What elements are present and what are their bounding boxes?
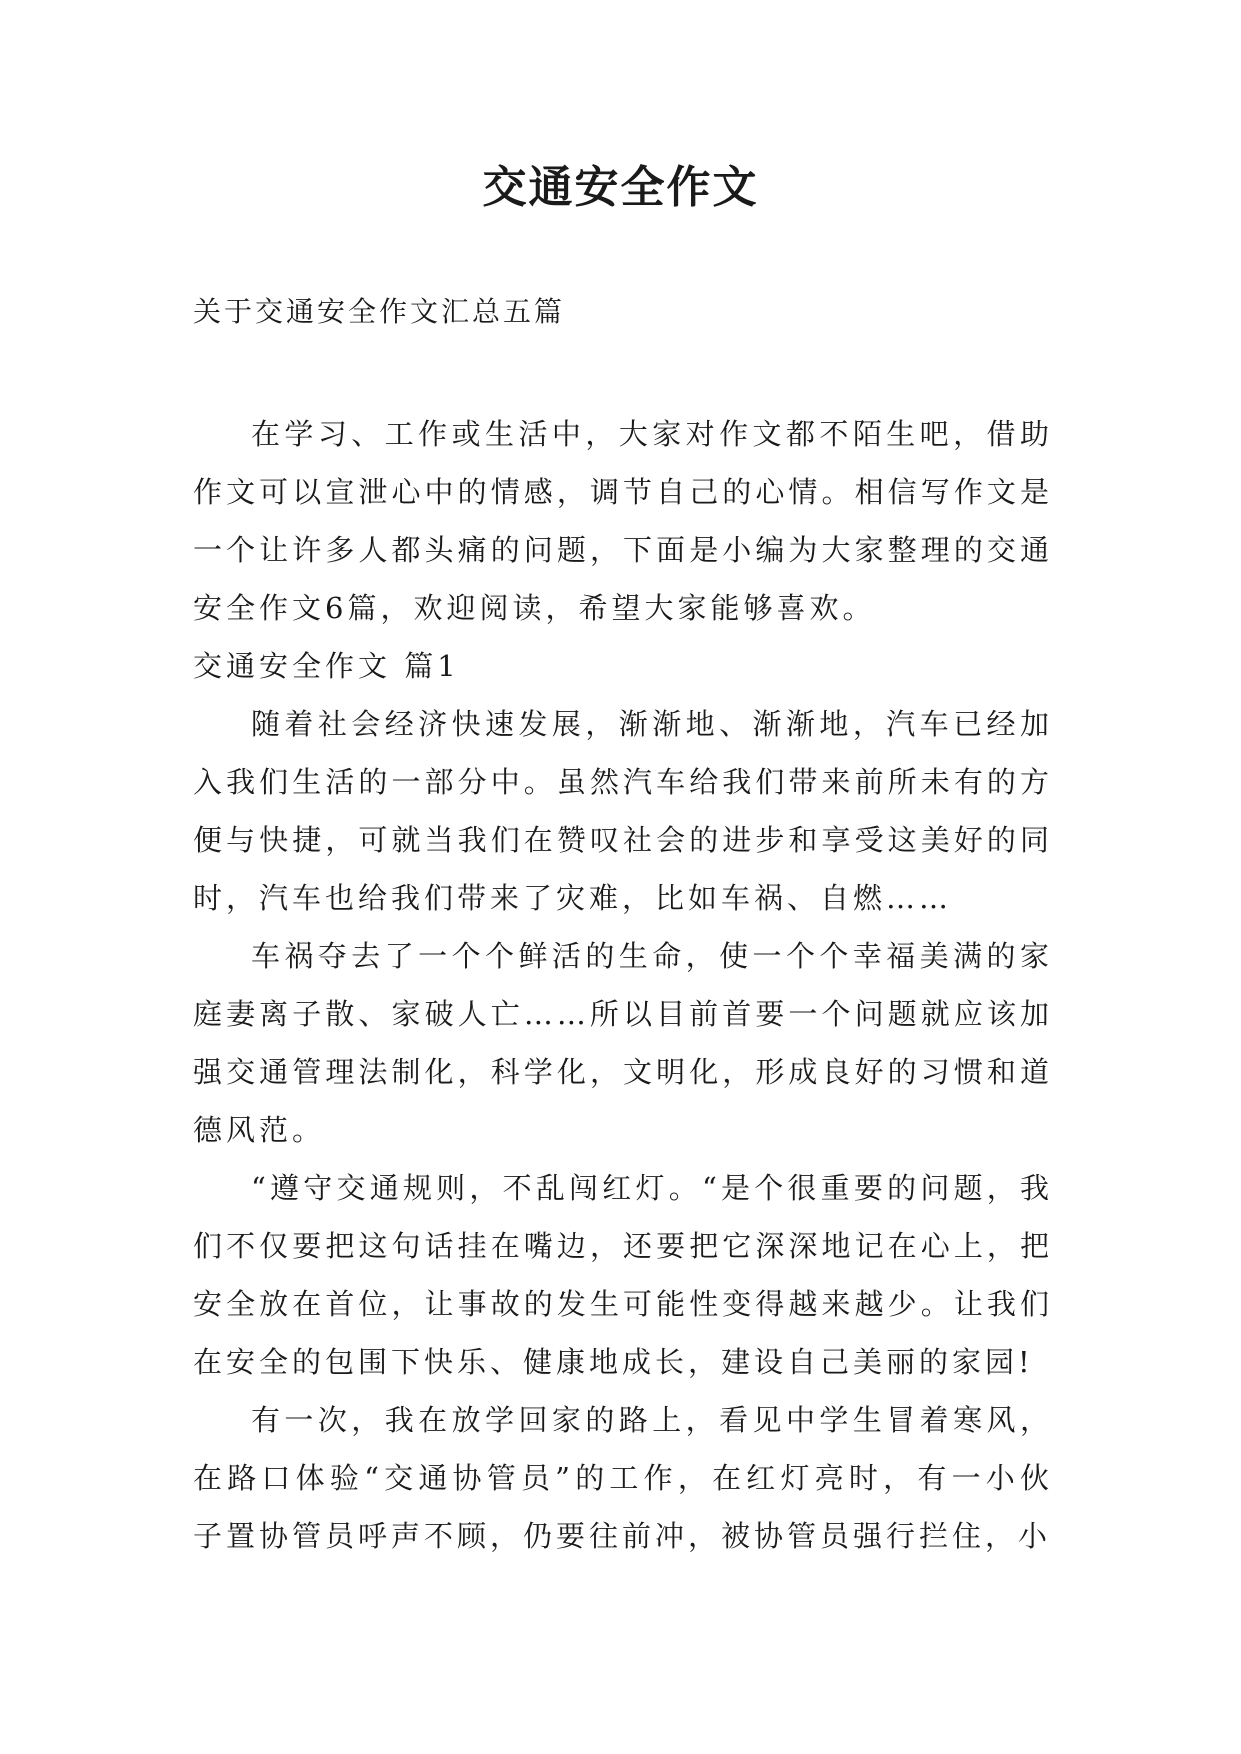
body-paragraph-3: “遵守交通规则，不乱闯红灯。“是个很重要的问题，我们不仅要把这句话挂在嘴边，还要把它深深地记在心上，把安全放在首位，让事故的发生可能性变得越来越少。让我们在安全的包围下快乐、健康地成长，建设自己美丽的家园!	[193, 1171, 1053, 1379]
body-paragraph-2: 车祸夺去了一个个鲜活的生命，使一个个幸福美满的家庭妻离子散、家破人亡……所以目前首要一个问题就应该加强交通管理法制化，科学化，文明化，形成良好的习惯和道德风范。	[193, 939, 1053, 1147]
document-body	[193, 405, 1053, 1565]
body-paragraph-1: 随着社会经济快速发展，渐渐地、渐渐地，汽车已经加入我们生活的一部分中。虽然汽车给我们带来前所未有的方便与快捷，可就当我们在赞叹社会的进步和享受这美好的同时，汽车也给我们带来了灾难，比如车祸、自燃……	[193, 707, 1053, 915]
document-subtitle: 关于交通安全作文汇总五篇	[193, 295, 566, 328]
body-paragraph-4: 有一次，我在放学回家的路上，看见中学生冒着寒风，在路口体验“交通协管员”的工作，在红灯亮时，有一小伙子置协管员呼声不顾，仍要往前冲，被协管员强行拦住，小	[193, 1403, 1053, 1553]
intro-paragraph: 在学习、工作或生活中，大家对作文都不陌生吧，借助作文可以宣泄心中的情感，调节自己的心情。相信写作文是一个让许多人都头痛的问题，下面是小编为大家整理的交通安全作文6篇，欢迎阅读，希望大家能够喜欢。	[193, 417, 1053, 625]
section-heading: 交通安全作文 篇1	[193, 649, 460, 683]
document-title: 交通安全作文	[482, 162, 759, 213]
